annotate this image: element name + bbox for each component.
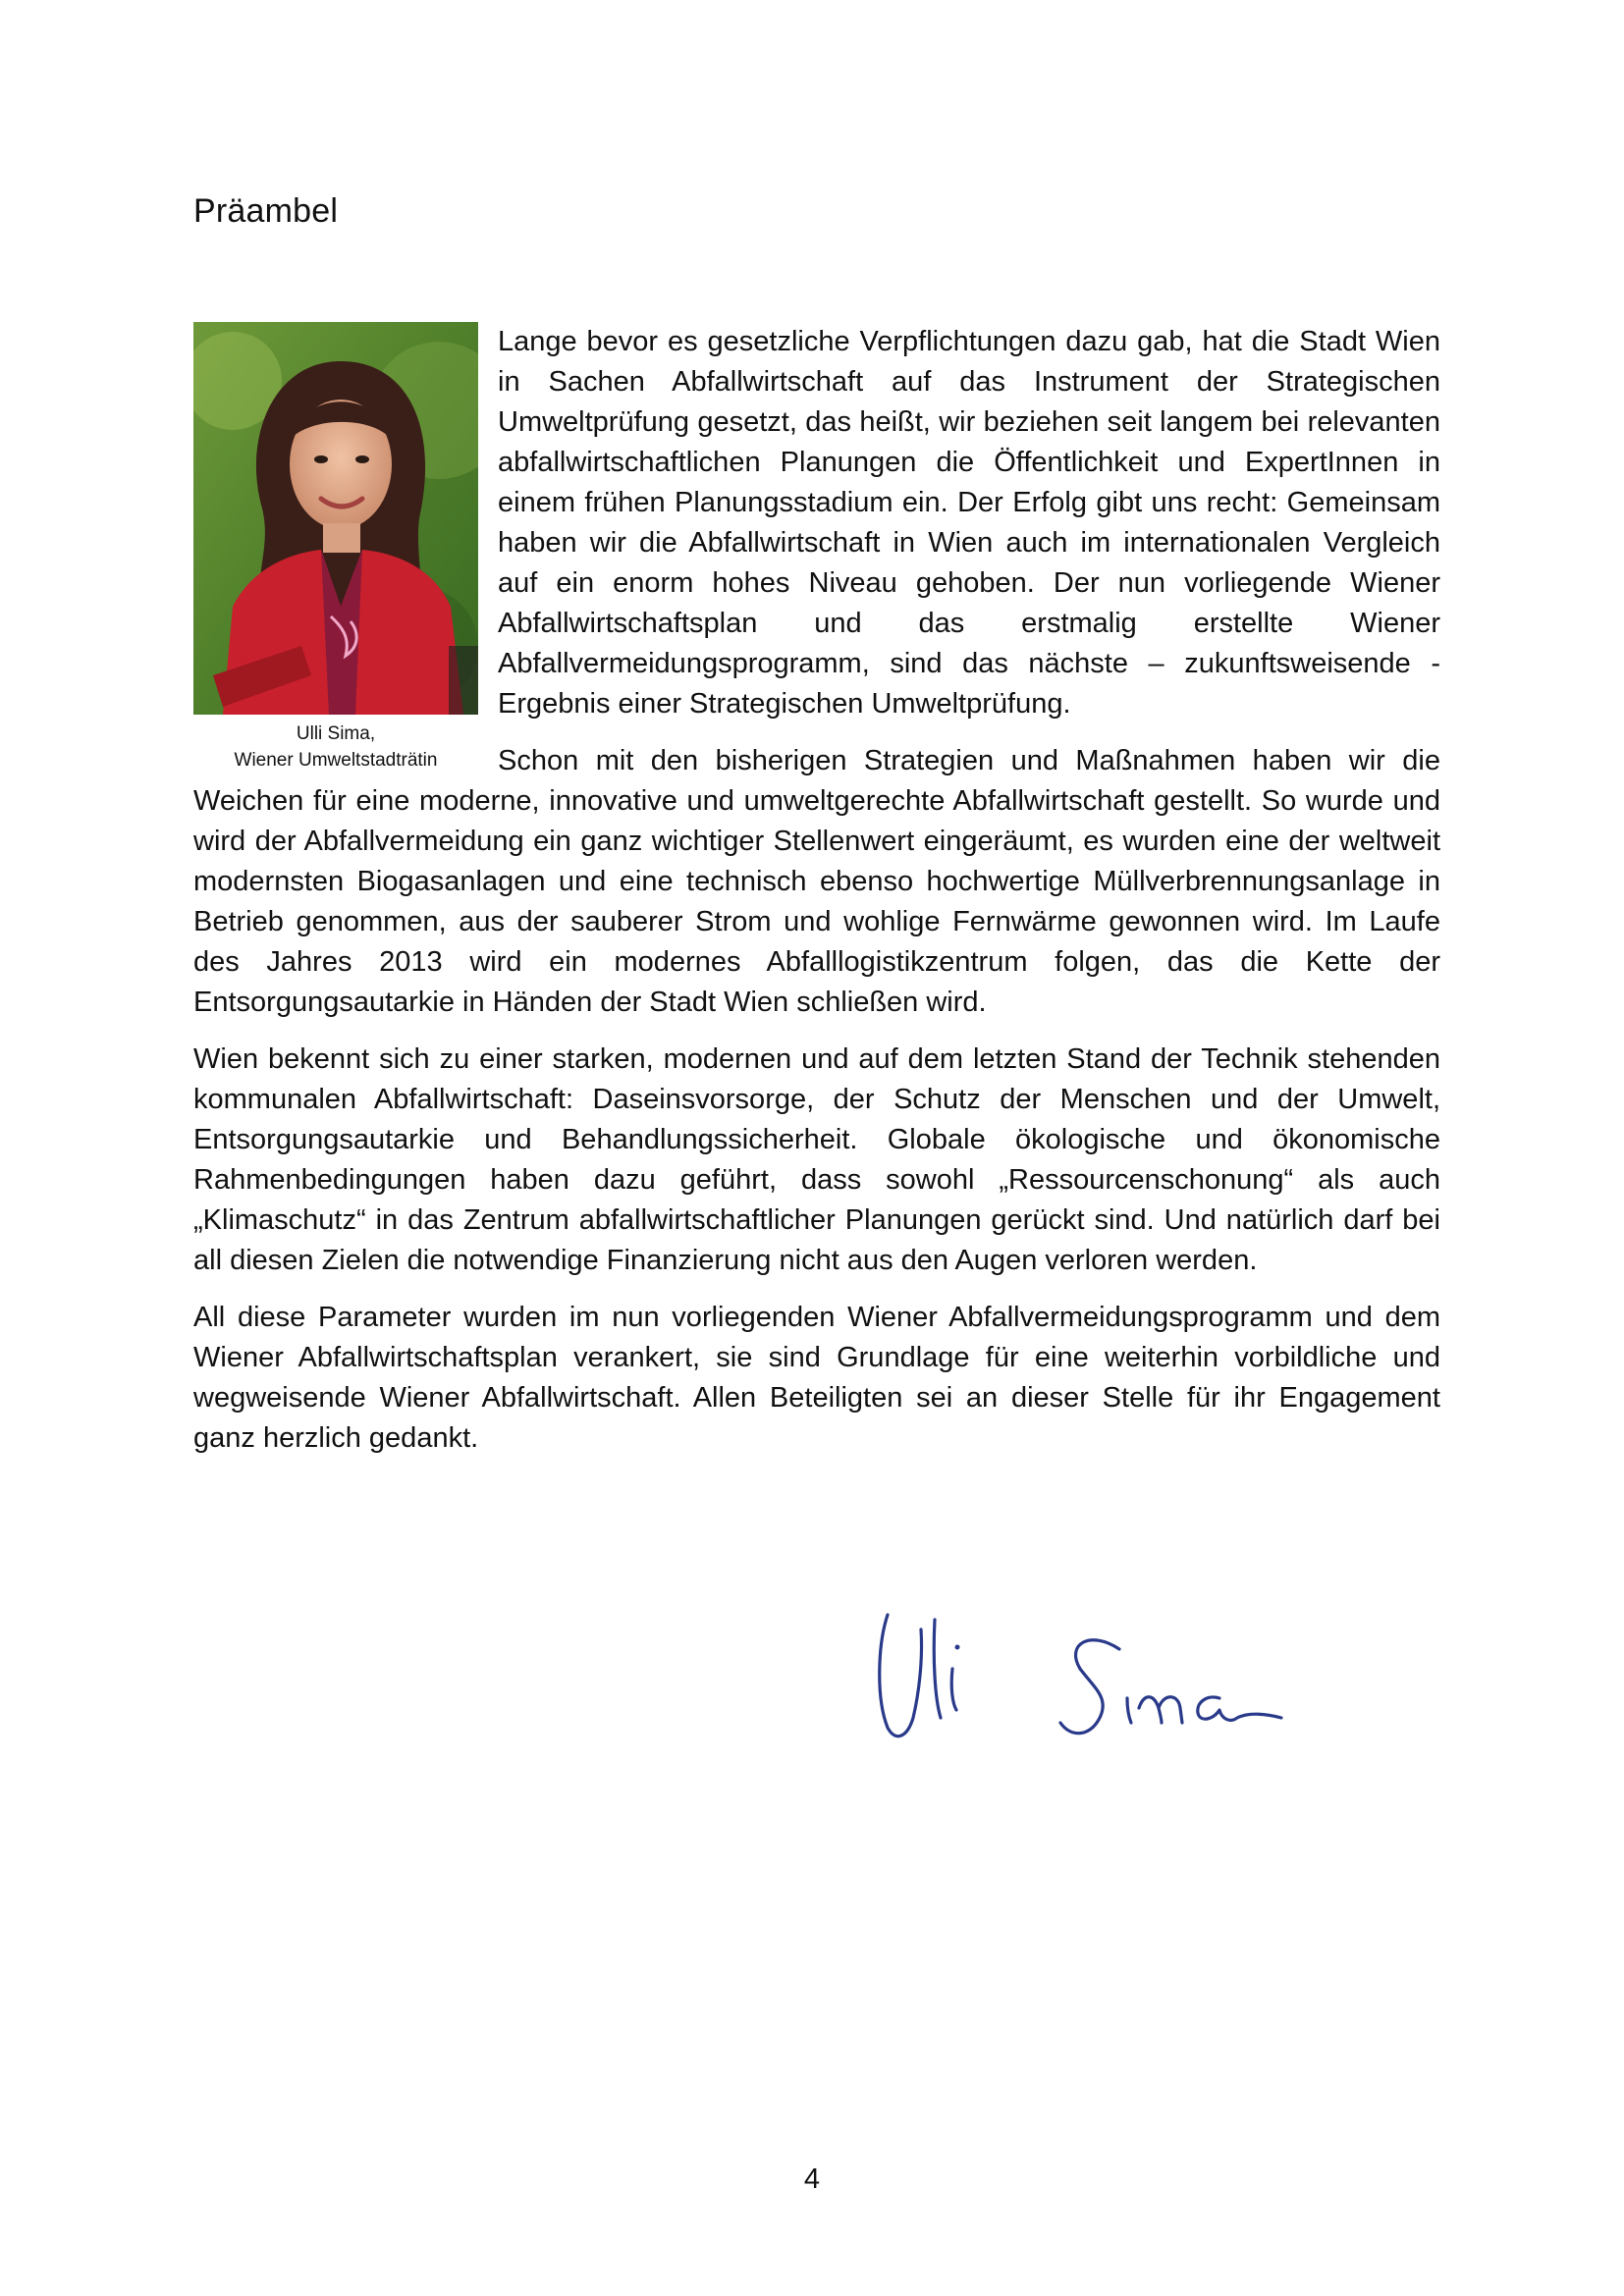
paragraph-2: Schon mit den bisherigen Strategien und Maßnahmen haben wir die Weichen für eine moderne, innovative und umweltgerechte Abfallwirtschaft gestellt. So wurde und wird der Abfallvermeidung ein ganz wichtiger Stellenwert eingeräumt, es wurden eine der weltweit modernsten Biogasanlagen und eine technisch ebenso hochwertige Müllverbrennungsanlage in Betrieb genommen, aus der sauberer Strom und wohlige Fernwärme gewonnen wird. Im Laufe des Jahres 2013 wird ein modernes Abfalllogistikzentrum folgen, das die Kette der Entsorgungsautarkie in Händen der Stadt Wien schließen wird. — [193, 745, 1440, 1018]
caption-role: Wiener Umweltstadträtin — [234, 750, 438, 771]
paragraph-4: All diese Parameter wurden im nun vorliegenden Wiener Abfallvermeidungsprogramm und dem Wiener Abfallwirtschaftsplan verankert, sie sind Grundlage für eine weiterhin vorbildliche und wegweisende Wiener Abfallwirtschaft. Allen Beteiligten sei an dieser Stelle für ihr Engagement ganz herzlich gedankt. — [193, 1302, 1440, 1454]
portrait-figure — [193, 322, 478, 774]
preamble-body — [193, 322, 1440, 1475]
page-number: 4 — [803, 2163, 821, 2195]
handwritten-signature — [864, 1600, 1306, 1757]
paragraph-1: Lange bevor es gesetzliche Verpflichtungen dazu gab, hat die Stadt Wien in Sachen Abfallwirtschaft auf das Instrument der Strategischen Umweltprüfung gesetzt, das heißt, wir beziehen seit langem bei relevanten abfallwirtschaftlichen Planungen die Öffentlichkeit und ExpertInnen in einem frühen Planungsstadium ein. Der Erfolg gibt uns recht: Gemeinsam haben wir die Abfallwirtschaft in Wien auch im internationalen Vergleich auf ein enorm hohes Niveau gehoben. Der nun vorliegende Wiener Abfallwirtschaftsplan und das erstmalig erstellte Wiener Abfallvermeidungsprogramm, sind das nächste – zukunftsweisende - Ergebnis einer Strategischen Umweltprüfung. — [498, 326, 1440, 720]
caption-name: Ulli Sima, — [296, 723, 376, 744]
page-heading: Präambel — [193, 192, 339, 230]
paragraph-3: Wien bekennt sich zu einer starken, modernen und auf dem letzten Stand der Technik stehenden kommunalen Abfallwirtschaft: Daseinsvorsorge, der Schutz der Menschen und der Umwelt, Entsorgungsautarkie und Behandlungssicherheit. Globale ökologische und ökonomische Rahmenbedingungen haben dazu geführt, dass sowohl „Ressourcenschonung“ als auch „Klimaschutz“ in das Zentrum abfallwirtschaftlicher Planungen gerückt sind. Und natürlich darf bei all diesen Zielen die notwendige Finanzierung nicht aus den Augen verloren werden. — [193, 1043, 1440, 1276]
portrait-photo — [193, 322, 478, 715]
portrait-caption — [193, 721, 478, 774]
